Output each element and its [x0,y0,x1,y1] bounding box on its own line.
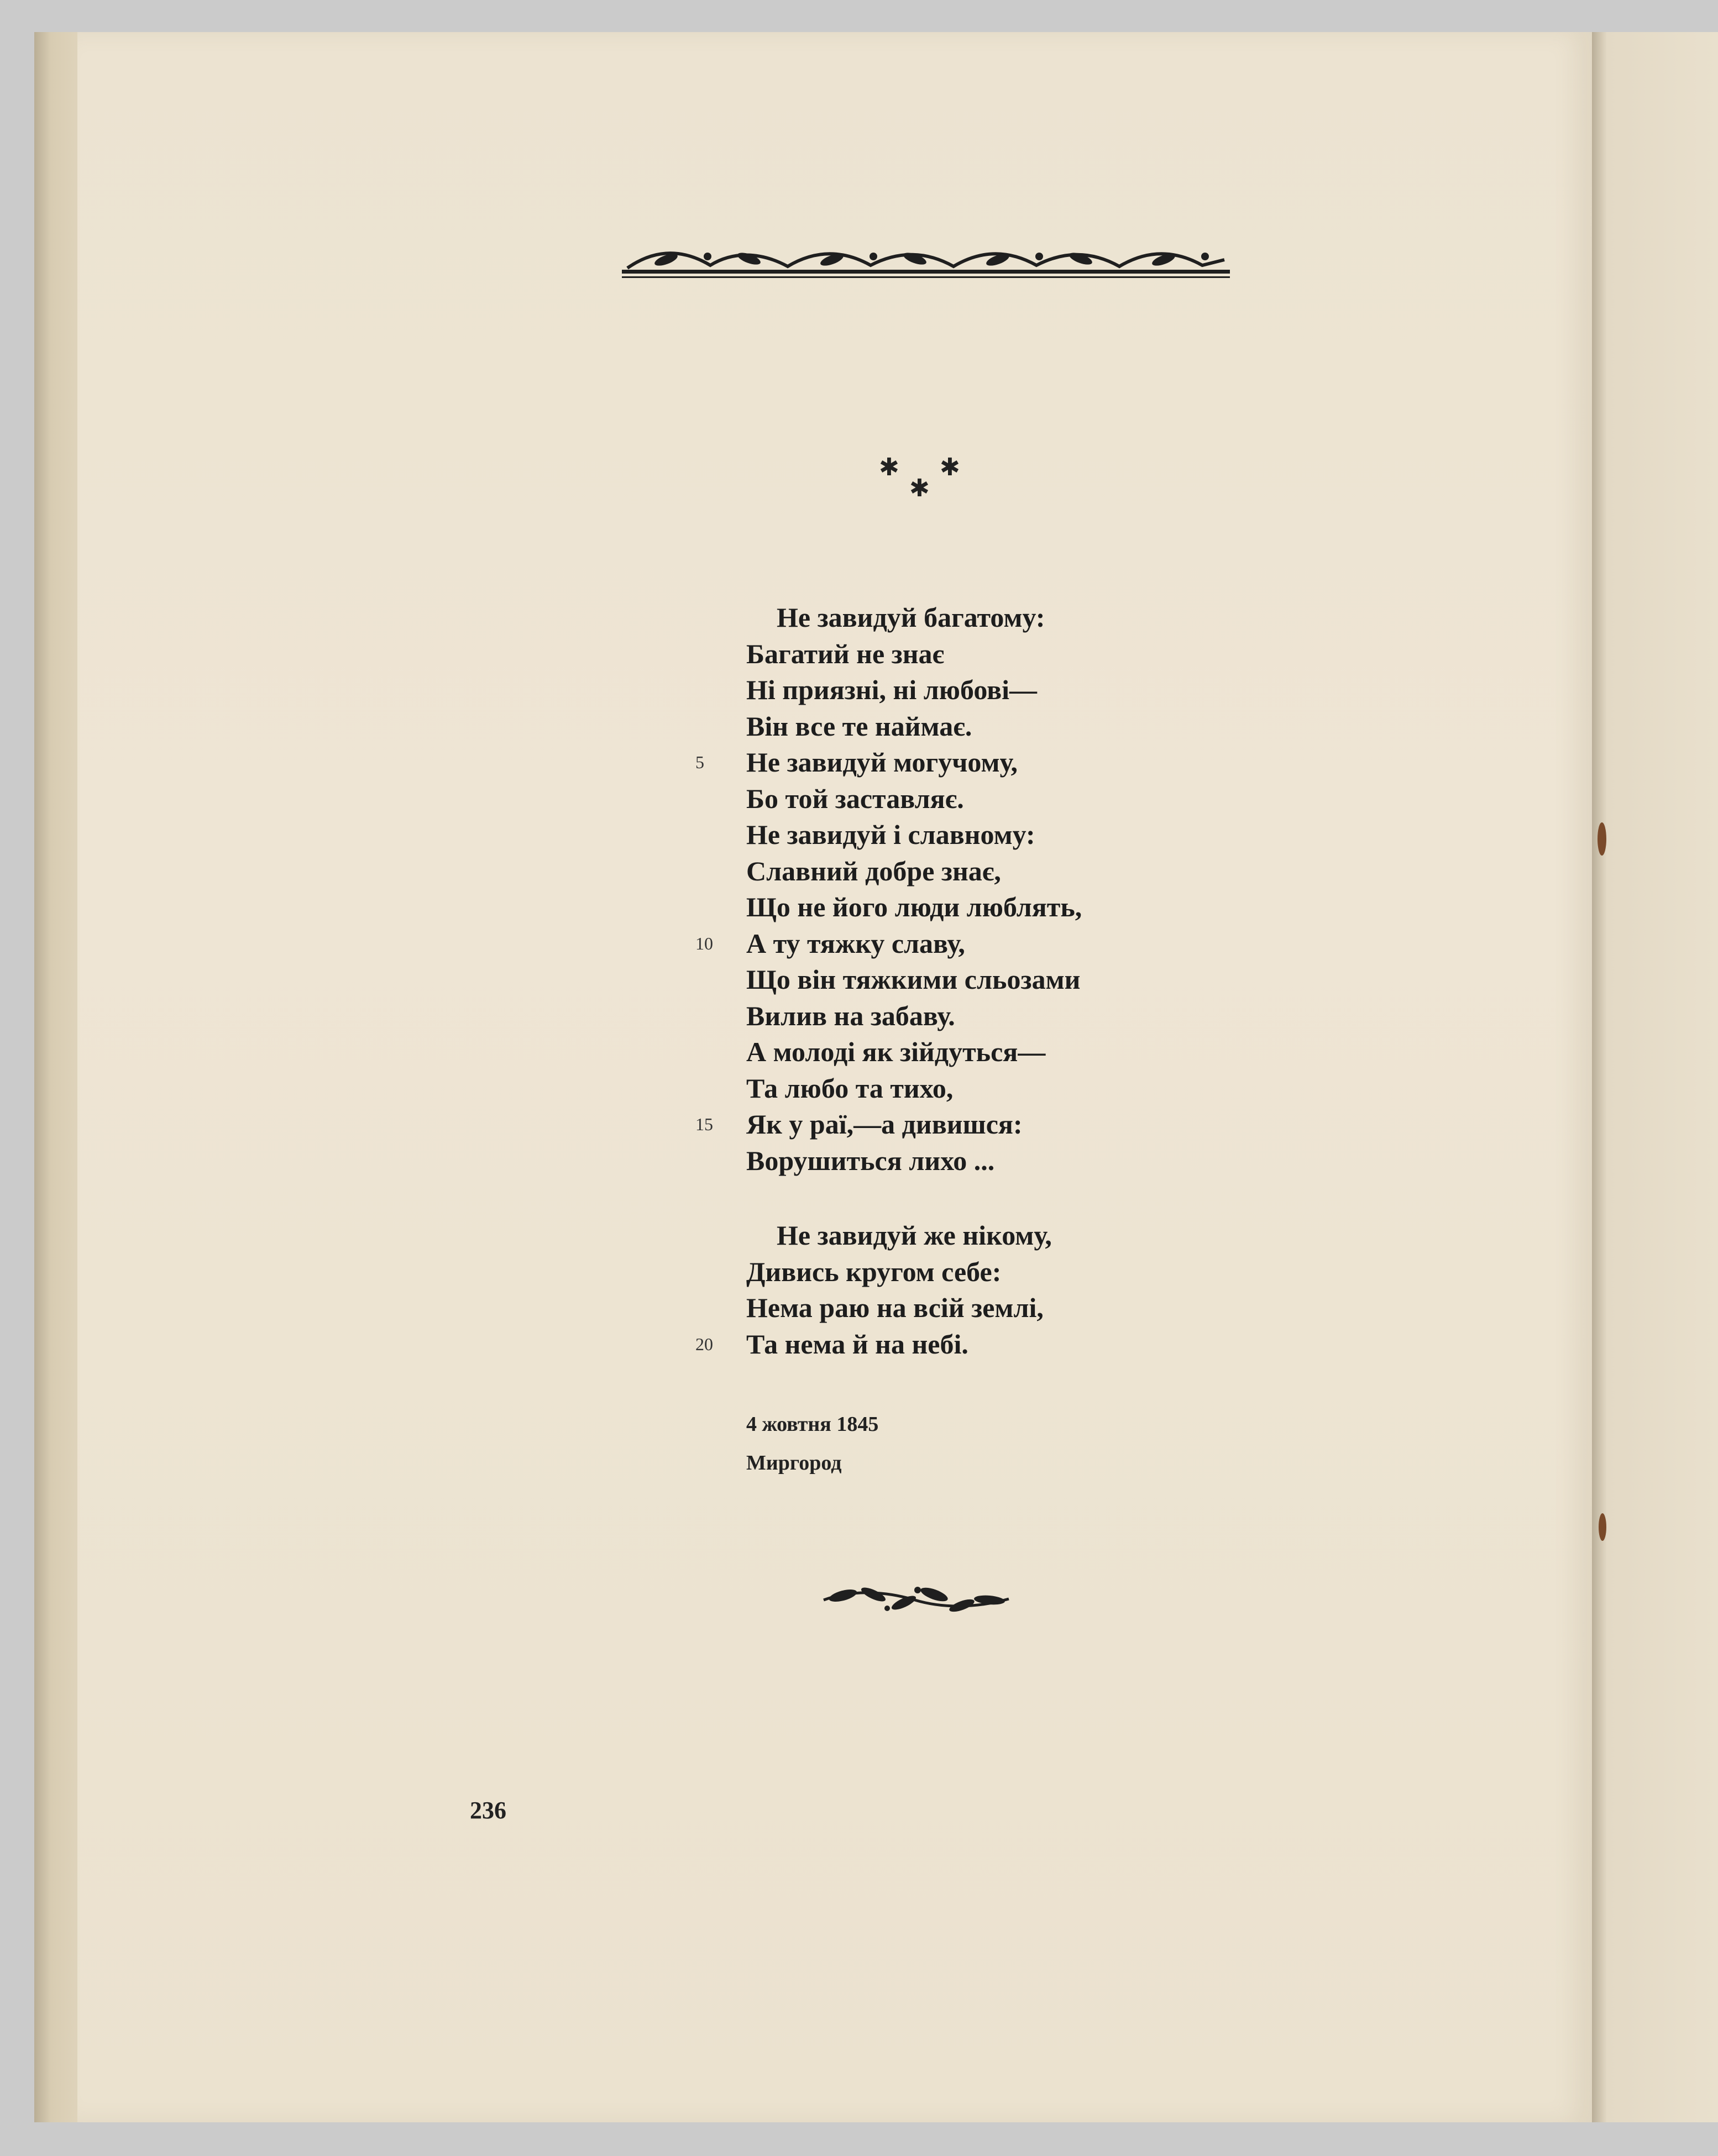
poem-line: 15 Як у раї,—а дивишся: [746,1106,1299,1143]
poem-line: Ворушиться лихо ... [746,1145,995,1176]
poem-place: Миргород [746,1451,842,1475]
poem-line: Він все те наймає. [746,710,972,742]
line-number: 10 [695,933,713,953]
poem-line: Не завидуй і славному: [746,819,1035,850]
page-number: 236 [470,1797,506,1824]
paper-stain [1599,1513,1606,1541]
poem-line: Славний добре знає, [746,855,1001,886]
stanza-break [746,1179,1299,1218]
poem-line: Що він тяжкими сльозами [746,964,1081,995]
poem-date: 4 жовтня 1845 [746,1413,879,1436]
line-number: 20 [695,1334,713,1354]
line-number: 15 [695,1114,713,1134]
poem-line: А молоді як зійдуться— [746,1036,1046,1067]
poem-line: Бо той заставляє. [746,783,964,814]
floral-ornament-bottom [821,1578,1012,1622]
poem-line: Дивись кругом себе: [746,1256,1002,1287]
poem-line: Ні приязні, ні любові— [746,674,1038,705]
paper-stain [1597,822,1606,856]
poem-line: 5 Не завидуй могучому, [746,744,1299,781]
poem-line: Не завидуй же нікому, [777,1220,1052,1251]
floral-ornament-top [622,243,1230,282]
poem-line: Не завидуй багатому: [777,602,1045,633]
poem-line: Нема раю на всій землі, [746,1292,1044,1323]
poem-line: Вилив на забаву. [746,1000,955,1031]
poem-line: 10 А ту тяжку славу, [746,926,1299,962]
poem-line: Що не його люди люблять, [746,891,1082,922]
next-page-edge [1592,32,1718,2122]
asterism-separator: ✱ ✱ ✱ [879,453,960,502]
poem-line: 20 Та нема й на небі. [746,1326,1299,1363]
poem-line: Та любо та тихо, [746,1072,954,1104]
poem-line: Багатий не знає [746,638,945,669]
poem-body [695,600,1299,1362]
line-number: 5 [695,752,704,772]
